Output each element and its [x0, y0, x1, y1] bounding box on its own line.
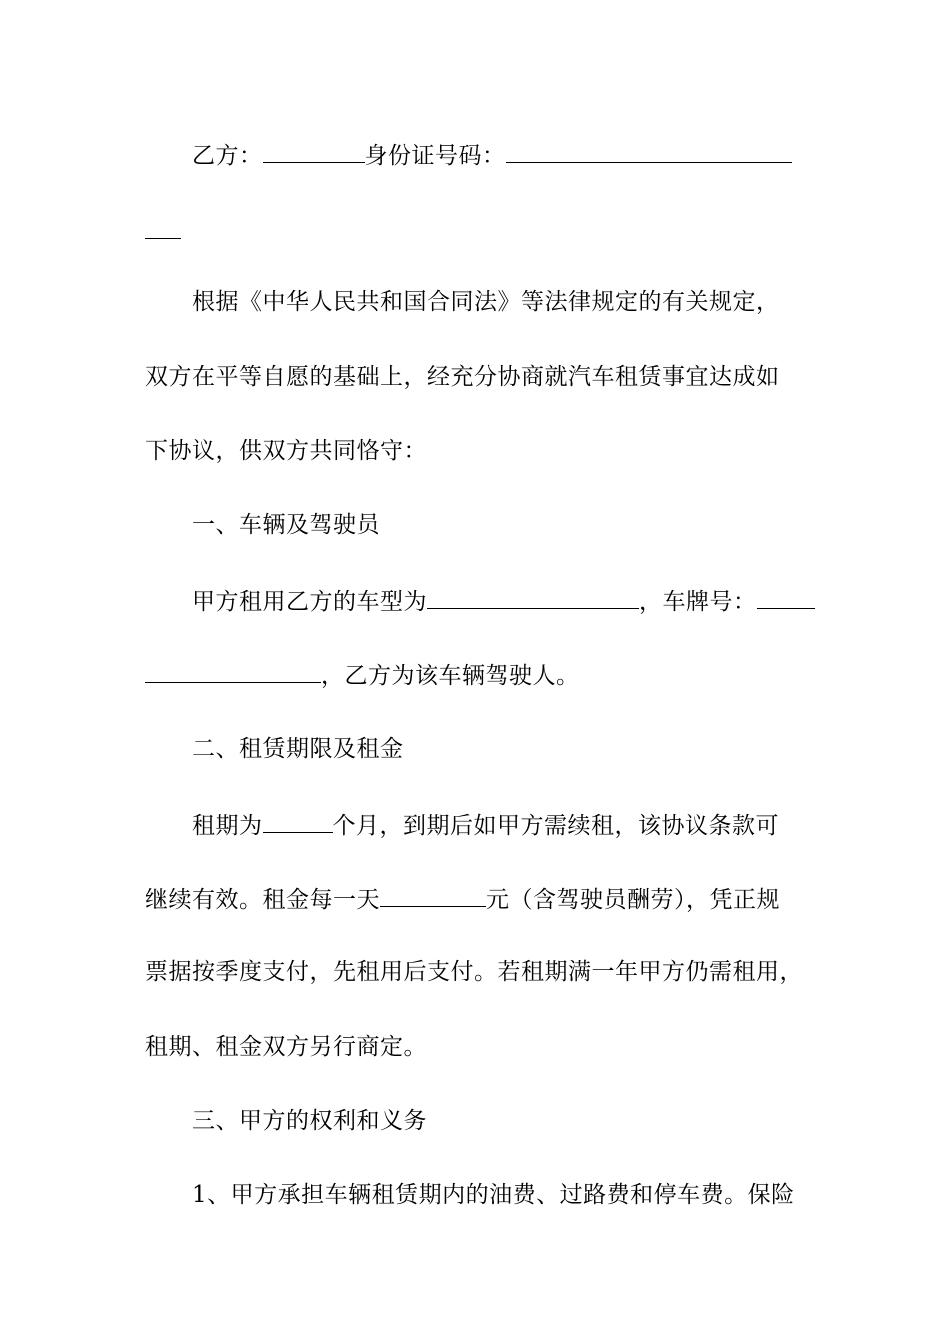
term-label: 租期为 — [192, 813, 263, 839]
term-text: 个月，到期后如甲方需续租，该协议条款可 — [332, 813, 779, 839]
vehicle-line — [192, 580, 815, 620]
vehicle-model-blank — [427, 580, 639, 609]
id-number-label: 身份证号码： — [364, 143, 506, 169]
rent-line — [145, 878, 780, 918]
intro-line-2: 双方在平等自愿的基础上，经充分协商就汽车租赁事宜达成如 — [145, 364, 780, 390]
rent-label: 继续有效。租金每一天 — [145, 887, 380, 913]
party-b-name-blank — [263, 134, 365, 163]
daily-rent-blank — [380, 878, 486, 907]
plate-number-blank — [757, 580, 815, 609]
section-heading-vehicle-driver: 一、车辆及驾驶员 — [192, 512, 380, 538]
intro-line-3: 下协议，供双方共同恪守： — [145, 438, 427, 464]
intro-line-1: 根据《中华人民共和国合同法》等法律规定的有关规定， — [192, 289, 780, 315]
party-b-label: 乙方： — [192, 143, 263, 169]
rent-text: 元（含驾驶员酬劳），凭正规 — [486, 887, 780, 913]
plate-number-label: ，车牌号： — [639, 589, 757, 615]
clause-3-1: 1、甲方承担车辆租赁期内的油费、过路费和停车费。保险 — [192, 1182, 795, 1208]
id-number-blank — [506, 134, 792, 163]
driver-note: ，乙方为该车辆驾驶人。 — [321, 663, 580, 689]
id-number-blank-continued — [145, 210, 181, 239]
renewal-line: 租期、租金双方另行商定。 — [145, 1034, 427, 1060]
id-number-continuation-line — [145, 210, 181, 250]
term-line — [192, 804, 779, 844]
vehicle-line-continued — [145, 654, 580, 694]
payment-line: 票据按季度支付，先租用后支付。若租期满一年甲方仍需租用， — [145, 959, 803, 985]
party-b-line — [192, 134, 792, 174]
vehicle-model-label: 甲方租用乙方的车型为 — [192, 589, 427, 615]
section-heading-term-rent: 二、租赁期限及租金 — [192, 736, 404, 762]
section-heading-party-a-rights: 三、甲方的权利和义务 — [192, 1108, 427, 1134]
plate-number-blank-continued — [145, 654, 321, 683]
term-months-blank — [263, 804, 333, 833]
